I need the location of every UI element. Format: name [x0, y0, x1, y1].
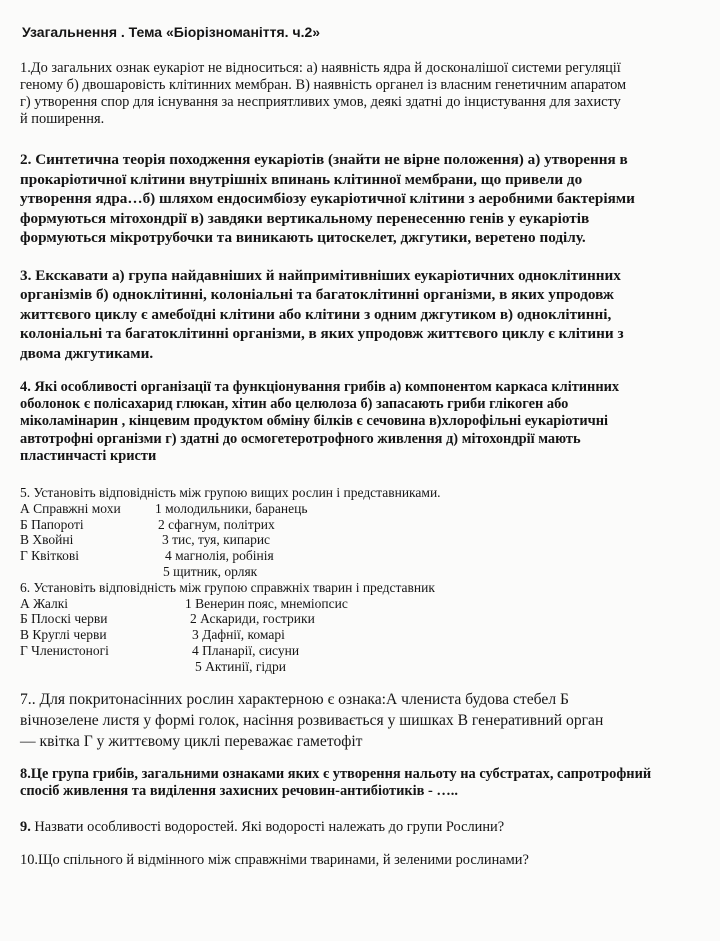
question-2-line: прокаріотичної клітини внутрішніх впинань клітинної мембрани, що привели до: [20, 170, 583, 188]
question-2-line: утворення ядра…б) шляхом ендосимбіозу еукаріотичної клітини з аеробними бактеріями: [20, 190, 635, 207]
question-10: [20, 852, 700, 869]
matching-row: [20, 548, 700, 564]
question-9-line: [20, 819, 700, 836]
question-2: [20, 150, 700, 248]
matching-row: [20, 517, 700, 533]
question-2-line: формуються мітохондрії в) завдяки вертикальному перенесенню генів у еукаріотів: [20, 209, 590, 227]
question-9-text: Назвати особливості водоростей. Які водорості належать до групи Рослини?: [30, 818, 505, 835]
representatives-label: 3 Дафнії, комарі: [192, 627, 285, 643]
question-2-line: формуються мікротрубочки та виникають цитоскелет, джгутики, веретено поділу.: [20, 229, 586, 246]
question-2-line: 2. Синтетична теорія походження еукаріотів (знайти не вірне положення) а) утворення в: [20, 151, 628, 168]
question-9-number: 9.: [20, 818, 31, 835]
matching-row: [20, 596, 700, 612]
question-1-line: й поширення.: [20, 111, 105, 127]
group-label: В Хвойні: [20, 532, 74, 548]
representatives-label: 2 сфагнум, політрих: [158, 516, 275, 532]
question-1-line: г) утворення спор для існування за несприятливих умов, деякі здатні до інцистування для захисту: [20, 94, 621, 110]
question-6: [20, 580, 700, 675]
question-3-line: 3. Екскавати а) група найдавніших й найпримітивніших еукаріотичних одноклітинних: [20, 266, 621, 284]
group-label: Г Квіткові: [20, 548, 79, 564]
representatives-label: 5 щитник, орляк: [163, 564, 258, 579]
matching-row: [20, 659, 700, 675]
question-4-line: 4. Які особливості організації та функціонування грибів а) компонентом каркаса клітинних: [20, 379, 620, 395]
question-1: [20, 60, 700, 128]
question-7-line: 7.. Для покритонасінних рослин характерною є ознака:А члениста будова стебел Б: [20, 690, 569, 708]
representatives-label: 4 Планарії, сисуни: [192, 642, 300, 658]
question-5-matching: [20, 501, 700, 580]
question-4: [20, 379, 700, 465]
question-9: [20, 819, 700, 836]
matching-row: [20, 611, 700, 627]
question-8-line: 8.Це група грибів, загальними ознаками яких є утворення нальоту на субстратах, сапротрофний: [20, 765, 652, 782]
page-title: Узагальнення . Тема «Біорізноманіття. ч.2»: [22, 24, 321, 40]
question-5: [20, 485, 700, 580]
matching-row: [20, 643, 700, 659]
question-7: [20, 689, 700, 752]
question-8-line: спосіб живлення та виділення захисних речовин-антибіотиків - …..: [20, 783, 458, 800]
question-6-matching: [20, 596, 700, 675]
group-label: Г Членистоногі: [20, 642, 109, 658]
representatives-label: 1 молодильники, баранець: [155, 500, 308, 516]
question-7-line: вічнозелене листя у формі голок, насіння розвивається у шишках В генеративний орган: [20, 711, 604, 729]
group-label: А Справжні мохи: [20, 500, 121, 516]
group-label: В Круглі черви: [20, 627, 107, 643]
representatives-label: 4 магнолія, робінія: [165, 548, 274, 564]
question-7-line: — квітка Г у життєвому циклі переважає гаметофіт: [20, 732, 363, 750]
question-3-line: двома джгутиками.: [20, 344, 154, 362]
question-4-line: автотрофні організми г) здатні до осмогетеротрофного живлення д) мітохондрії мають: [20, 430, 581, 447]
question-5-heading: 5. Установіть відповідність між групою вищих рослин і представниками.: [20, 485, 441, 501]
question-3-line: організмів б) одноклітинні, колоніальні та багатоклітинні організми, в яких упродовж: [20, 286, 614, 303]
group-label: А Жалкі: [20, 595, 69, 611]
question-8: [20, 766, 700, 801]
representatives-label: 2 Аскариди, гострики: [190, 611, 315, 627]
question-1-line: 1.До загальних ознак еукаріот не відноситься: а) наявність ядра й досконалішої системи регуляції: [20, 60, 621, 76]
representatives-label: 1 Венерин пояс, мнеміопсис: [185, 595, 348, 611]
matching-row: [20, 627, 700, 643]
question-10-line: 10.Що спільного й відмінного між справжніми тваринами, й зеленими рослинами?: [20, 851, 529, 868]
representatives-label: 3 тис, туя, кипарис: [162, 532, 271, 548]
question-3: [20, 266, 700, 364]
group-label: Б Плоскі черви: [20, 611, 108, 627]
question-6-heading: 6. Установіть відповідність між групою справжніх тварин і представник: [20, 579, 435, 595]
matching-row: [20, 532, 700, 548]
question-4-line: міколамінарин , кінцевим продуктом обміну білків є сечовина в)хлорофільні еукаріотичні: [20, 413, 609, 430]
matching-row: [20, 564, 700, 580]
representatives-label: 5 Актинії, гідри: [195, 658, 286, 674]
question-3-line: колоніальні та багатоклітинні організми, в яких упродовж життєвого циклу є клітини з: [20, 325, 624, 342]
question-3-line: життєвого циклу є амебоїдні клітини або клітини з одним джгутиком в) одноклітинні,: [20, 305, 612, 323]
question-1-line: геному б) двошаровість клітинних мембран. В) наявність органел із власним генетичним апаратом: [20, 77, 627, 93]
question-4-line: оболонок є полісахарид глюкан, хітин або целюлоза б) запасають гриби глікоген або: [20, 396, 569, 413]
matching-row: [20, 501, 700, 517]
question-4-line: пластинчасті кристи: [20, 447, 157, 464]
group-label: Б Папороті: [20, 516, 84, 532]
